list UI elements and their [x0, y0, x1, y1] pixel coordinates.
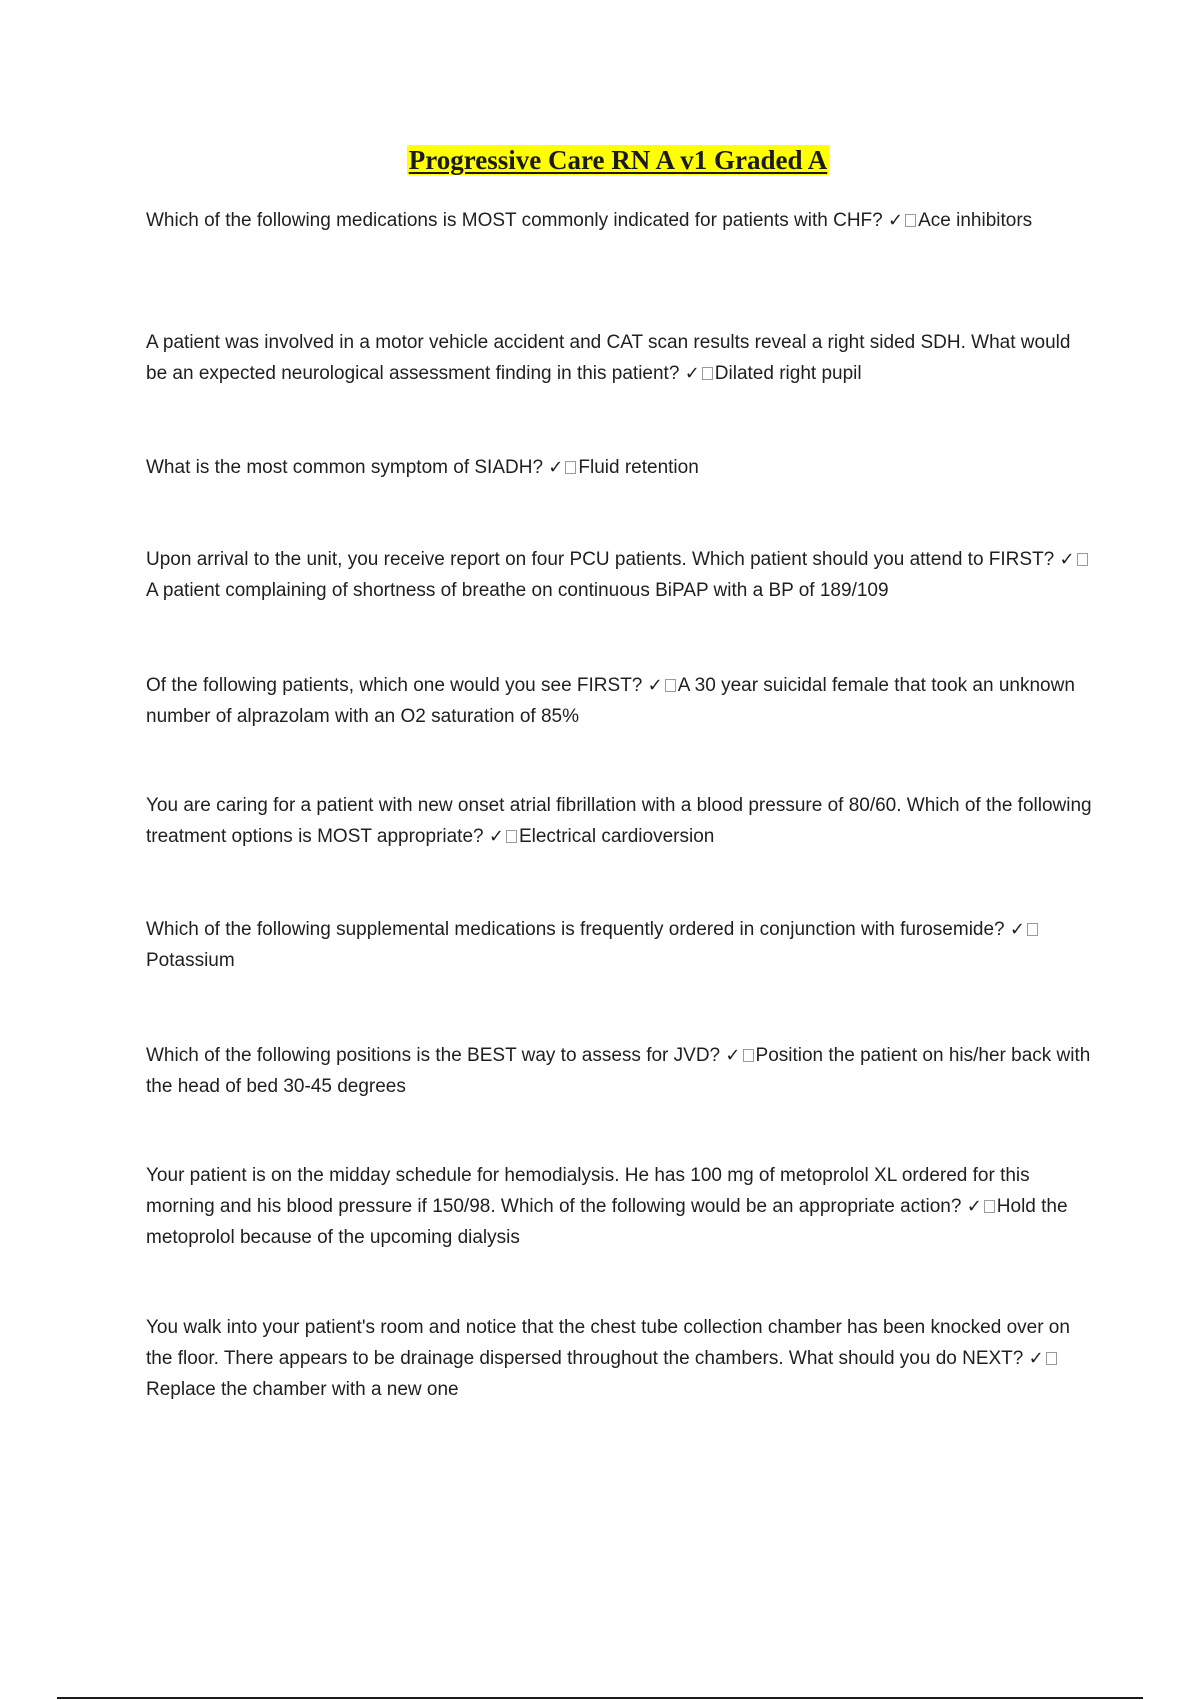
question-item: [146, 1040, 1096, 1102]
question-item: [146, 452, 1096, 483]
empty-box-icon: [1046, 1352, 1057, 1365]
question-text: Your patient is on the midday schedule for hemodialysis. He has 100 mg of metoprolol XL ordered for this morning and his blood pressure if 150/98. Which of the following would be an appropriate action?: [146, 1165, 1030, 1217]
checkmark-icon: ✓: [1009, 919, 1026, 940]
checkmark-icon: ✓: [684, 363, 700, 384]
answer-text: Hold the metoprolol because of the upcoming dialysis: [146, 1196, 1068, 1248]
question-text: Which of the following medications is MOST commonly indicated for patients with CHF?: [146, 210, 883, 231]
checkmark-icon: ✓: [488, 826, 504, 847]
question-text: A patient was involved in a motor vehicle accident and CAT scan results reveal a right sided SDH. What would be an expected neurological assessment finding in this patient?: [146, 332, 1071, 384]
empty-box-icon: [905, 214, 916, 227]
question-item: [146, 205, 1096, 236]
footer-divider: [57, 1697, 1143, 1699]
empty-box-icon: [565, 461, 576, 474]
question-item: [146, 790, 1096, 852]
question-item: [146, 1312, 1096, 1405]
empty-box-icon: [743, 1049, 754, 1062]
question-item: [146, 914, 1096, 976]
question-text: What is the most common symptom of SIADH?: [146, 457, 544, 478]
empty-box-icon: [1027, 923, 1038, 936]
empty-box-icon: [1077, 553, 1088, 566]
document-title-text: Progressive Care RN A v1 Graded A: [408, 145, 828, 175]
question-text: Which of the following supplemental medications is frequently ordered in conjunction with furosemide?: [146, 919, 1005, 940]
document-title: [0, 143, 1200, 177]
checkmark-icon: ✓: [647, 675, 663, 696]
answer-text: Position the patient on his/her back with the head of bed 30-45 degrees: [146, 1045, 1091, 1097]
question-item: [146, 1160, 1096, 1253]
empty-box-icon: [665, 679, 676, 692]
answer-text: A patient complaining of shortness of breathe on continuous BiPAP with a BP of 189/109: [146, 580, 889, 601]
checkmark-icon: ✓: [1028, 1348, 1044, 1369]
question-text: Of the following patients, which one would you see FIRST?: [146, 675, 643, 696]
answer-text: A 30 year suicidal female that took an unknown number of alprazolam with an O2 saturation of 85%: [146, 675, 1075, 727]
answer-text: Electrical cardioversion: [518, 826, 715, 847]
question-text: You walk into your patient's room and notice that the chest tube collection chamber has been knocked over on the floor. There appears to be drainage dispersed throughout the chambers. What should you do NEXT?: [146, 1317, 1070, 1369]
checkmark-icon: ✓: [888, 210, 904, 231]
question-item: [146, 670, 1096, 732]
empty-box-icon: [506, 830, 517, 843]
empty-box-icon: [702, 367, 713, 380]
answer-text: Potassium: [146, 950, 235, 971]
checkmark-icon: ✓: [725, 1045, 741, 1066]
checkmark-icon: ✓: [1059, 549, 1075, 570]
empty-box-icon: [984, 1200, 995, 1213]
question-item: [146, 327, 1096, 389]
checkmark-icon: ✓: [548, 457, 564, 478]
answer-text: Replace the chamber with a new one: [146, 1379, 459, 1400]
checkmark-icon: ✓: [966, 1196, 982, 1217]
question-text: Which of the following positions is the BEST way to assess for JVD?: [146, 1045, 721, 1066]
answer-text: Dilated right pupil: [714, 363, 862, 384]
answer-text: Ace inhibitors: [918, 210, 1033, 231]
answer-text: Fluid retention: [578, 457, 699, 478]
question-text: You are caring for a patient with new onset atrial fibrillation with a blood pressure of 80/60. Which of the following treatment options is MOST appropriate?: [146, 795, 1092, 847]
question-text: Upon arrival to the unit, you receive report on four PCU patients. Which patient should you attend to FIRST?: [146, 549, 1055, 570]
question-item: [146, 544, 1096, 606]
